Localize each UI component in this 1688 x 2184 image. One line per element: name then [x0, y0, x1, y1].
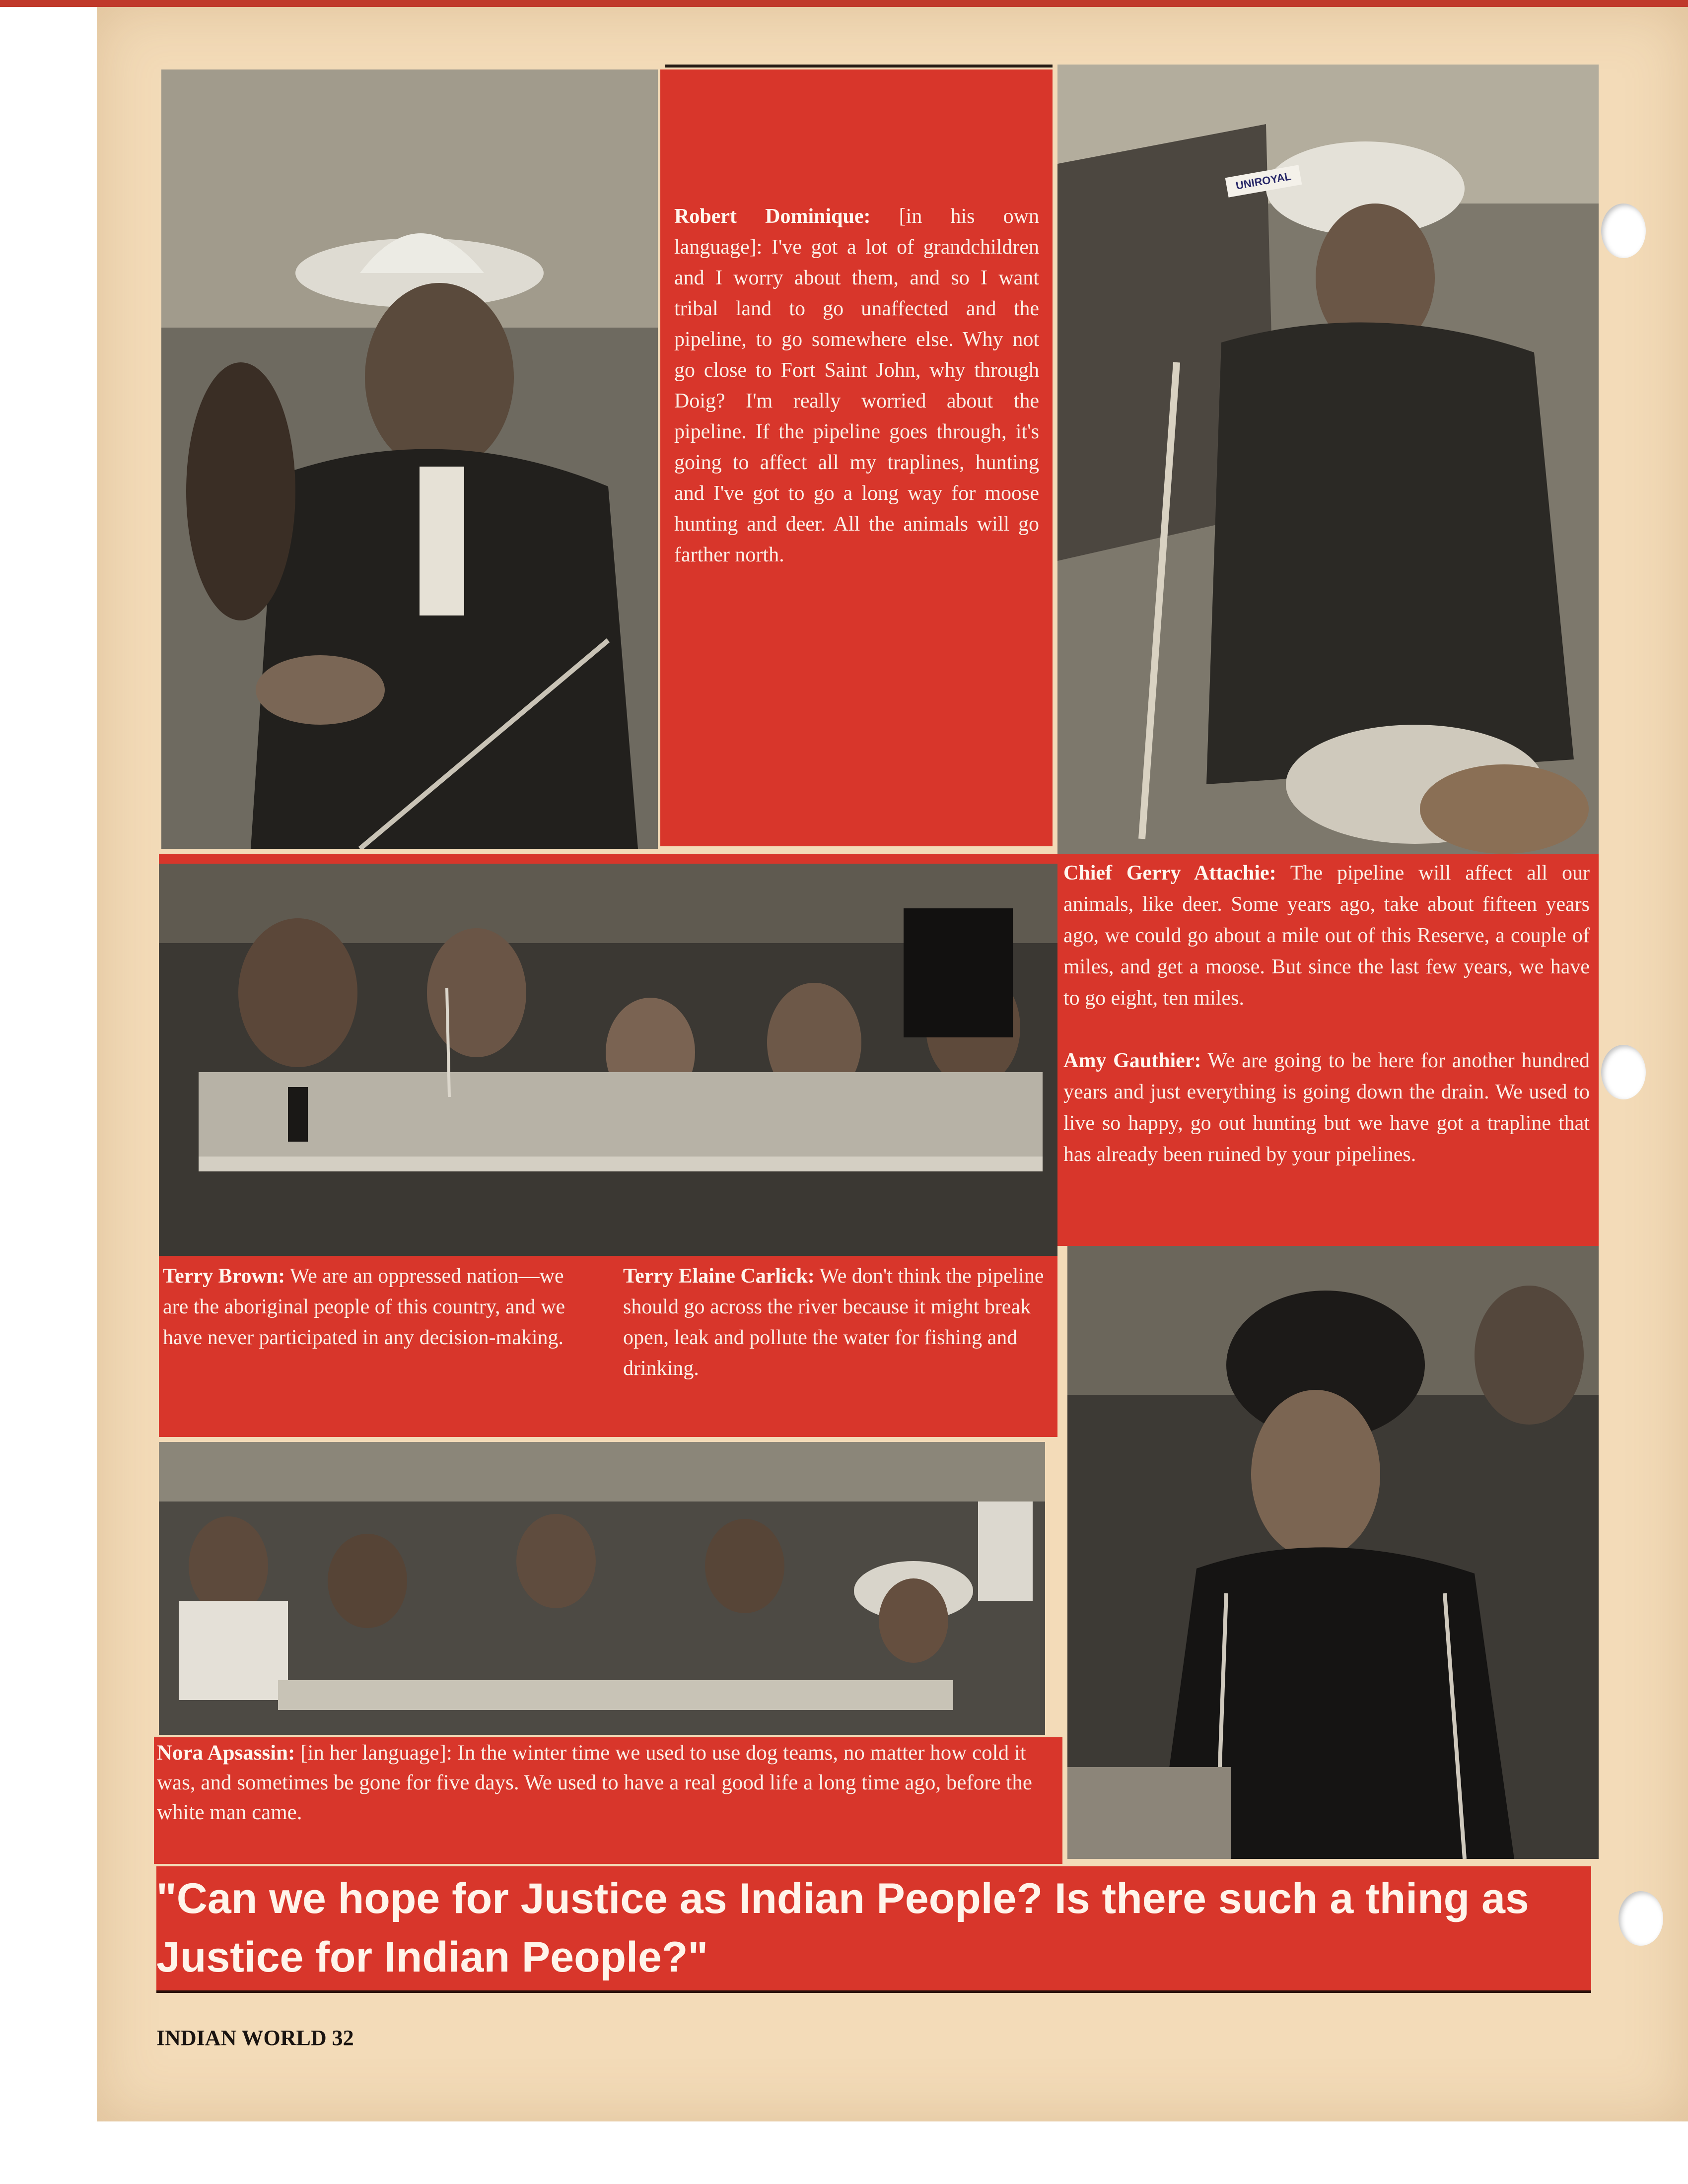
quote-text-robert: [in his own language]: I've got a lot of grandchildren and I worry about them, and so I want tribal land to go unaffected and the pipeline, to go somewhere else. Why not go close to Fort Saint John, why through Doig? I'm really worried about the pipeline. If the pipeline goes through, it's going to affect all my traplines, hunting and I've got to go a long way for moose hunting and deer. All the animals will go farther north.: [674, 205, 1040, 566]
quote-robert: [674, 201, 1039, 570]
quote-terry-brown: [163, 1261, 590, 1353]
speaker-nora: Nora Apsassin:: [157, 1741, 295, 1765]
speaker-chief: Chief Gerry Attachie:: [1063, 862, 1276, 885]
quote-text-nora: [in her language]: In the winter time we used to use dog teams, no matter how cold it was, and sometimes be gone for five days. We used to have a real good life a long time ago, before the white man came.: [157, 1741, 1032, 1824]
photo-children-table: [159, 864, 1057, 1256]
quote-nora: [157, 1738, 1051, 1828]
photo-child-jacket: [1067, 1246, 1599, 1859]
quote-terry-elaine: [623, 1261, 1050, 1384]
binder-hole-bottom: [1618, 1891, 1663, 1946]
quote-box-nora: [154, 1737, 1062, 1864]
quote-box-robert: [660, 69, 1053, 846]
binder-hole-middle: [1601, 1045, 1646, 1099]
quote-text-terry-brown: We are an oppressed nation—we are the aboriginal people of this country, and we have never participated in any decision-making.: [163, 1265, 565, 1349]
quote-text-terry-elaine: We don't think the pipeline should go across the river because it might break open, leak and pollute the water for fishing and drinking.: [623, 1265, 1044, 1380]
quote-text-chief: The pipeline will affect all our animals, like deer. Some years ago, take about fifteen years ago, we could go about a mile out of this Reserve, a couple of miles, and get a moose. But since the last few years, we have to go eight, ten miles.: [1063, 862, 1590, 1010]
photo-hearing-group: [159, 1442, 1045, 1735]
headline-box: [156, 1866, 1591, 1993]
speaker-terry-brown: Terry Brown:: [163, 1265, 285, 1288]
quote-text-amy: We are going to be here for another hundred years and just everything is going down the drain. We used to live so happy, go out hunting but we have got a trapline that has already been ruined by your pipelines.: [1063, 1049, 1590, 1166]
cap-patch-label: UNIROYAL: [1225, 165, 1302, 197]
page-footer: INDIAN WORLD 32: [156, 2026, 354, 2050]
quote-box-terry: [159, 1256, 1057, 1437]
speaker-terry-elaine: Terry Elaine Carlick:: [623, 1265, 815, 1288]
quote-amy: [1063, 1045, 1590, 1170]
quote-chief: [1063, 858, 1590, 1014]
top-rule: [665, 65, 1053, 68]
top-edge-stripe: [0, 0, 1688, 7]
binder-hole-top: [1601, 204, 1646, 258]
speaker-amy: Amy Gauthier:: [1063, 1049, 1201, 1072]
speaker-robert: Robert Dominique:: [674, 205, 871, 228]
headline-quote: "Can we hope for Justice as Indian People? Is there such a thing as Justice for Indian People?": [156, 1875, 1529, 1981]
photo-robert-dominique: [161, 69, 658, 849]
photo-man-in-cap: [1057, 65, 1599, 854]
quote-box-chief-amy: [1057, 854, 1599, 1246]
